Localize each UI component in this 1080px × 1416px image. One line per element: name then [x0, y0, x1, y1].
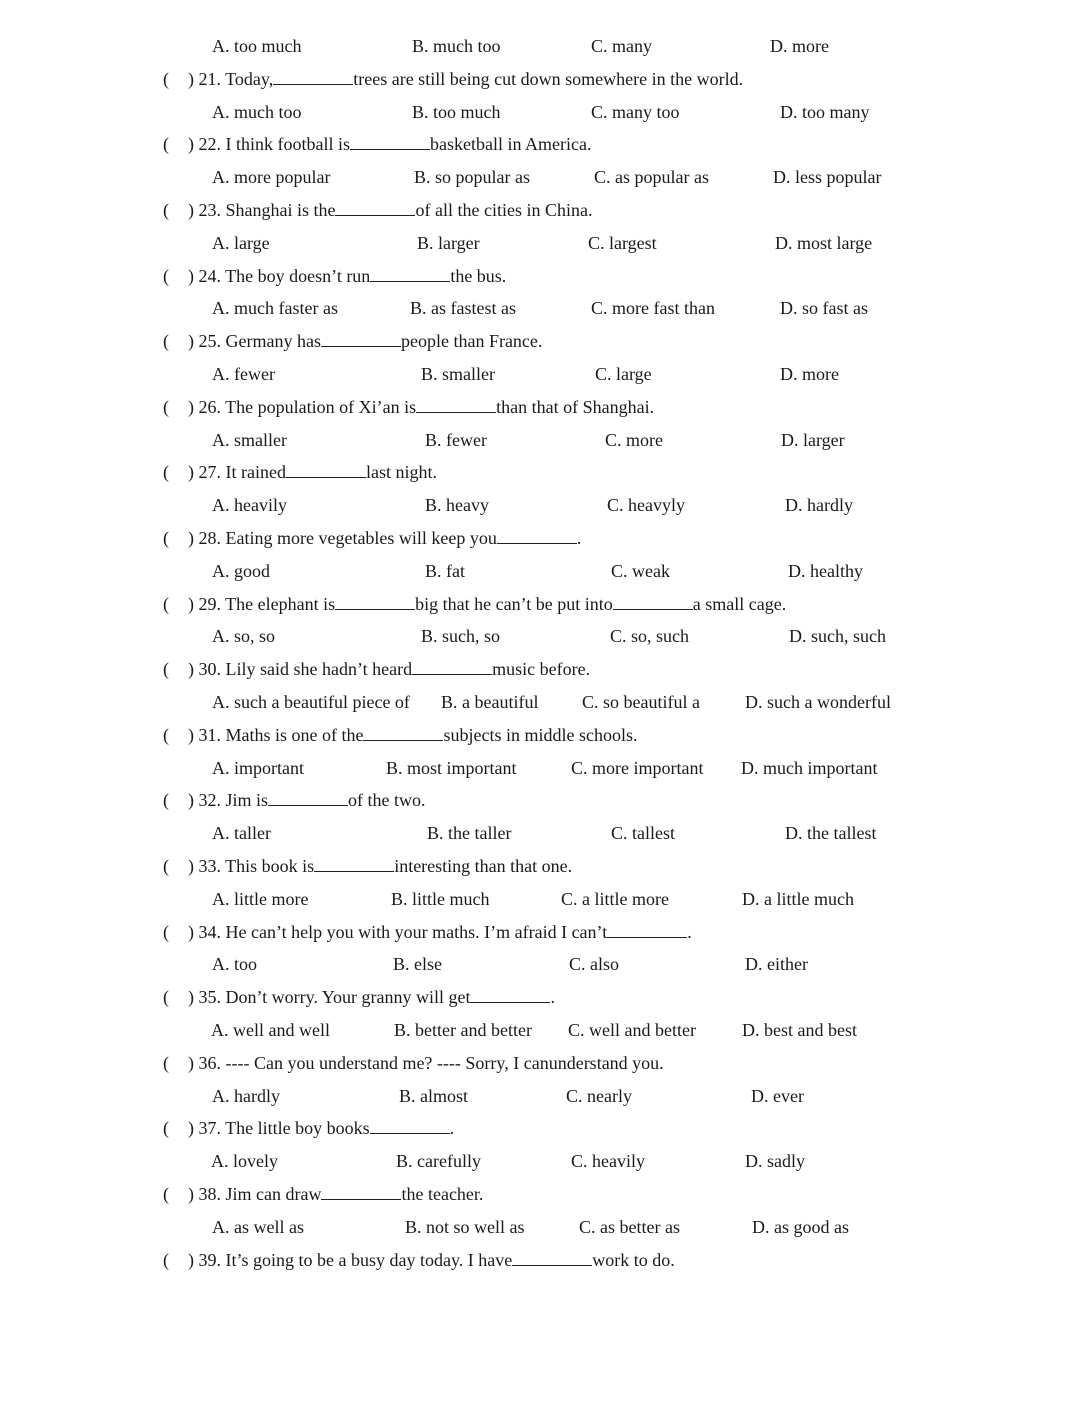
question-row: [0, 1184, 1080, 1216]
answer-option: A. such a beautiful piece of: [212, 692, 410, 712]
answer-option: A. good: [212, 560, 270, 581]
answer-option: D. best and best: [742, 1020, 857, 1040]
answer-option: A. heavily: [212, 495, 287, 516]
answer-option: D. healthy: [788, 560, 863, 581]
options-row: [0, 1086, 1080, 1118]
question-segment: a small cage.: [692, 593, 787, 614]
answer-option: D. a little much: [742, 888, 854, 909]
answer-option: A. important: [212, 757, 304, 778]
answer-option: D. sadly: [745, 1151, 805, 1172]
answer-option: D. either: [745, 954, 808, 975]
question-segment: trees are still being cut down somewhere in the world.: [353, 68, 744, 89]
answer-option: D. too many: [780, 101, 870, 122]
answer-option: C. so, such: [610, 626, 690, 647]
answer-option: C. weak: [611, 560, 670, 581]
answer-option: D. larger: [781, 429, 845, 450]
question-segment: of the two.: [348, 790, 426, 811]
answer-option: C. heavily: [571, 1151, 645, 1172]
fill-in-blank[interactable]: [273, 70, 353, 85]
options-row: [0, 36, 1080, 68]
answer-paren[interactable]: (: [163, 987, 169, 1008]
fill-in-blank[interactable]: [286, 463, 366, 478]
fill-in-blank[interactable]: [416, 398, 496, 413]
options-row: [0, 692, 1080, 724]
question-segment: work to do.: [592, 1249, 675, 1270]
fill-in-blank[interactable]: [613, 595, 693, 610]
question-text: [188, 922, 692, 943]
answer-option: C. tallest: [611, 823, 675, 844]
answer-option: C. nearly: [566, 1085, 632, 1106]
answer-option: A. too much: [212, 36, 302, 56]
fill-in-blank[interactable]: [321, 332, 401, 347]
answer-option: D. as good as: [752, 1216, 849, 1237]
answer-option: B. else: [393, 954, 442, 975]
question-segment: ) 24. The boy doesn’t run: [188, 265, 371, 286]
answer-option: D. the tallest: [785, 823, 877, 844]
options-row: [0, 758, 1080, 790]
answer-option: B. much too: [412, 36, 501, 56]
answer-paren[interactable]: (: [163, 134, 169, 155]
answer-paren[interactable]: (: [163, 790, 169, 811]
question-segment: ) 36. ---- Can you understand me? ---- Sorry, I can: [188, 1052, 549, 1073]
question-text: [188, 134, 591, 155]
answer-option: C. so beautiful a: [582, 692, 700, 712]
answer-option: B. fewer: [425, 429, 487, 450]
answer-option: A. taller: [212, 823, 271, 844]
options-row: [0, 1217, 1080, 1249]
question-row: [0, 987, 1080, 1019]
question-segment: understand you.: [548, 1052, 664, 1073]
question-text: [188, 659, 590, 680]
answer-paren[interactable]: (: [163, 659, 169, 680]
answer-option: B. almost: [399, 1085, 469, 1106]
answer-option: A. well and well: [211, 1020, 330, 1040]
question-segment: music before.: [492, 659, 591, 680]
answer-option: A. too: [212, 954, 257, 975]
question-segment: last night.: [365, 462, 437, 483]
question-text: [188, 987, 555, 1008]
options-row: [0, 1151, 1080, 1183]
answer-option: D. such a wonderful: [745, 692, 891, 712]
answer-option: A. smaller: [212, 429, 287, 450]
answer-paren[interactable]: (: [163, 331, 169, 352]
answer-option: D. much important: [741, 757, 878, 778]
answer-option: C. well and better: [568, 1020, 696, 1040]
fill-in-blank[interactable]: [607, 923, 687, 938]
question-row: [0, 659, 1080, 691]
answer-option: D. more: [780, 364, 839, 384]
answer-option: C. as better as: [579, 1216, 680, 1237]
answer-option: B. heavy: [425, 495, 489, 516]
question-row: [0, 69, 1080, 101]
fill-in-blank[interactable]: [370, 267, 450, 282]
question-segment: ) 31. Maths is one of the: [188, 724, 364, 745]
answer-option: B. so popular as: [414, 167, 530, 188]
question-segment: than that of Shanghai.: [496, 396, 655, 417]
answer-paren[interactable]: (: [163, 856, 169, 876]
answer-option: B. such, so: [421, 626, 501, 647]
question-segment: ) 23. Shanghai is the: [188, 200, 336, 220]
answer-option: B. little much: [391, 888, 490, 909]
answer-option: B. too much: [412, 101, 501, 122]
question-row: [0, 1118, 1080, 1150]
answer-paren[interactable]: (: [163, 1118, 169, 1139]
question-segment: ) 35. Don’t worry. Your granny will get: [188, 987, 471, 1008]
answer-paren[interactable]: (: [163, 462, 169, 483]
question-row: [0, 528, 1080, 560]
answer-option: C. a little more: [561, 888, 669, 909]
question-segment: ) 39. It’s going to be a busy day today. I have: [188, 1249, 513, 1270]
answer-option: D. ever: [751, 1085, 804, 1106]
answer-option: A. hardly: [212, 1085, 280, 1106]
question-text: [188, 725, 637, 746]
answer-option: C. more: [605, 429, 663, 450]
fill-in-blank[interactable]: [512, 1251, 592, 1266]
question-segment: ) 38. Jim can draw: [188, 1184, 322, 1204]
fill-in-blank[interactable]: [370, 1119, 450, 1134]
question-segment: of all the cities in China.: [415, 200, 593, 220]
question-segment: big that he can’t be put into: [415, 593, 613, 614]
question-row: [0, 462, 1080, 494]
question-segment: the teacher.: [401, 1184, 484, 1204]
question-text: [188, 462, 437, 483]
answer-option: C. large: [595, 364, 652, 384]
question-text: [188, 1053, 664, 1074]
answer-paren[interactable]: (: [163, 1052, 169, 1073]
question-segment: subjects in middle schools.: [443, 724, 638, 745]
options-row: [0, 233, 1080, 265]
fill-in-blank[interactable]: [412, 660, 492, 675]
answer-option: A. fewer: [212, 364, 275, 384]
fill-in-blank[interactable]: [314, 857, 394, 872]
answer-option: B. fat: [425, 560, 465, 581]
question-segment: basketball in America.: [429, 134, 592, 155]
fill-in-blank[interactable]: [321, 1185, 401, 1200]
question-text: [188, 69, 743, 90]
answer-option: C. also: [569, 954, 620, 975]
options-row: [0, 561, 1080, 593]
answer-option: B. as fastest as: [410, 298, 516, 319]
question-row: [0, 266, 1080, 298]
question-segment: ) 32. Jim is: [188, 790, 269, 811]
answer-paren[interactable]: (: [163, 265, 169, 286]
question-text: [188, 790, 426, 811]
answer-option: A. lovely: [211, 1151, 278, 1172]
answer-paren[interactable]: (: [163, 724, 169, 745]
answer-option: A. as well as: [212, 1216, 304, 1237]
question-text: [188, 266, 506, 287]
question-segment: the bus.: [450, 265, 507, 286]
question-row: [0, 397, 1080, 429]
options-row: [0, 364, 1080, 396]
question-segment: ) 37. The little boy books: [188, 1118, 370, 1139]
question-row: [0, 790, 1080, 822]
answer-option: B. larger: [417, 232, 480, 253]
answer-option: B. better and better: [394, 1020, 532, 1040]
answer-option: C. as popular as: [594, 167, 709, 188]
answer-option: A. little more: [212, 888, 309, 909]
answer-option: D. less popular: [773, 167, 882, 188]
question-text: [188, 200, 592, 221]
answer-option: D. most large: [775, 232, 873, 253]
options-row: [0, 298, 1080, 330]
question-segment: ) 21. Today,: [188, 68, 274, 89]
options-row: [0, 1020, 1080, 1052]
options-row: [0, 430, 1080, 462]
options-row: [0, 167, 1080, 199]
answer-option: D. such, such: [789, 626, 886, 647]
answer-option: D. hardly: [785, 495, 853, 516]
answer-option: A. much faster as: [212, 298, 338, 319]
answer-paren[interactable]: (: [163, 1184, 169, 1204]
question-segment: ) 25. Germany has: [188, 331, 321, 352]
options-row: [0, 495, 1080, 527]
answer-paren[interactable]: (: [163, 200, 169, 220]
fill-in-blank[interactable]: [363, 726, 443, 741]
answer-paren[interactable]: (: [163, 68, 169, 89]
question-segment: ) 28. Eating more vegetables will keep you: [188, 528, 497, 548]
fill-in-blank[interactable]: [497, 529, 577, 544]
question-row: [0, 594, 1080, 626]
answer-option: A. large: [212, 232, 270, 253]
question-segment: ) 33. This book is: [188, 856, 315, 876]
options-row: [0, 889, 1080, 921]
question-segment: .: [550, 987, 555, 1008]
answer-option: A. so, so: [212, 626, 276, 647]
answer-paren[interactable]: (: [163, 1249, 169, 1270]
question-segment: ) 27. It rained: [188, 462, 286, 483]
question-segment: ) 26. The population of Xi’an is: [188, 396, 417, 417]
fill-in-blank[interactable]: [335, 201, 415, 216]
question-segment: .: [449, 1118, 455, 1139]
question-segment: interesting than that one.: [394, 856, 573, 876]
answer-option: B. not so well as: [405, 1216, 525, 1237]
question-segment: ) 30. Lily said she hadn’t heard: [188, 659, 413, 680]
question-row: [0, 134, 1080, 166]
question-text: [188, 1184, 483, 1205]
answer-paren[interactable]: (: [163, 528, 169, 548]
question-segment: people than France.: [400, 331, 543, 352]
answer-option: B. the taller: [427, 823, 512, 844]
answer-option: C. many: [591, 36, 652, 56]
question-text: [188, 331, 542, 352]
answer-option: C. largest: [588, 232, 657, 253]
answer-option: C. more fast than: [591, 298, 715, 319]
answer-paren[interactable]: (: [163, 593, 169, 614]
question-row: [0, 200, 1080, 232]
answer-option: C. many too: [591, 101, 680, 122]
answer-paren[interactable]: (: [163, 396, 169, 417]
options-row: [0, 823, 1080, 855]
question-segment: ) 22. I think football is: [188, 134, 350, 155]
question-row: [0, 331, 1080, 363]
question-text: [188, 1118, 454, 1139]
fill-in-blank[interactable]: [470, 988, 550, 1003]
options-row: [0, 954, 1080, 986]
fill-in-blank[interactable]: [335, 595, 415, 610]
question-text: [188, 528, 581, 549]
question-text: [188, 397, 654, 418]
question-segment: .: [687, 921, 692, 942]
question-row: [0, 922, 1080, 954]
answer-option: A. more popular: [212, 167, 331, 188]
answer-option: C. heavyly: [607, 495, 685, 516]
question-segment: ) 29. The elephant is: [188, 593, 336, 614]
question-row: [0, 1250, 1080, 1282]
question-segment: ) 34. He can’t help you with your maths. I’m afraid I can’t: [188, 921, 608, 942]
question-segment: .: [576, 528, 582, 548]
question-row: [0, 1053, 1080, 1085]
options-row: [0, 626, 1080, 658]
answer-option: B. a beautiful: [441, 692, 539, 712]
options-row: [0, 102, 1080, 134]
question-text: [188, 1250, 675, 1271]
answer-option: B. smaller: [421, 364, 495, 384]
question-row: [0, 725, 1080, 757]
question-row: [0, 856, 1080, 888]
answer-paren[interactable]: (: [163, 921, 169, 942]
answer-option: A. much too: [212, 101, 302, 122]
question-text: [188, 594, 786, 615]
answer-option: D. more: [770, 36, 829, 56]
answer-option: B. most important: [386, 757, 517, 778]
answer-option: D. so fast as: [780, 298, 868, 319]
answer-option: C. more important: [571, 757, 704, 778]
fill-in-blank[interactable]: [350, 135, 430, 150]
fill-in-blank[interactable]: [268, 791, 348, 806]
question-text: [188, 856, 572, 877]
answer-option: B. carefully: [396, 1151, 481, 1172]
